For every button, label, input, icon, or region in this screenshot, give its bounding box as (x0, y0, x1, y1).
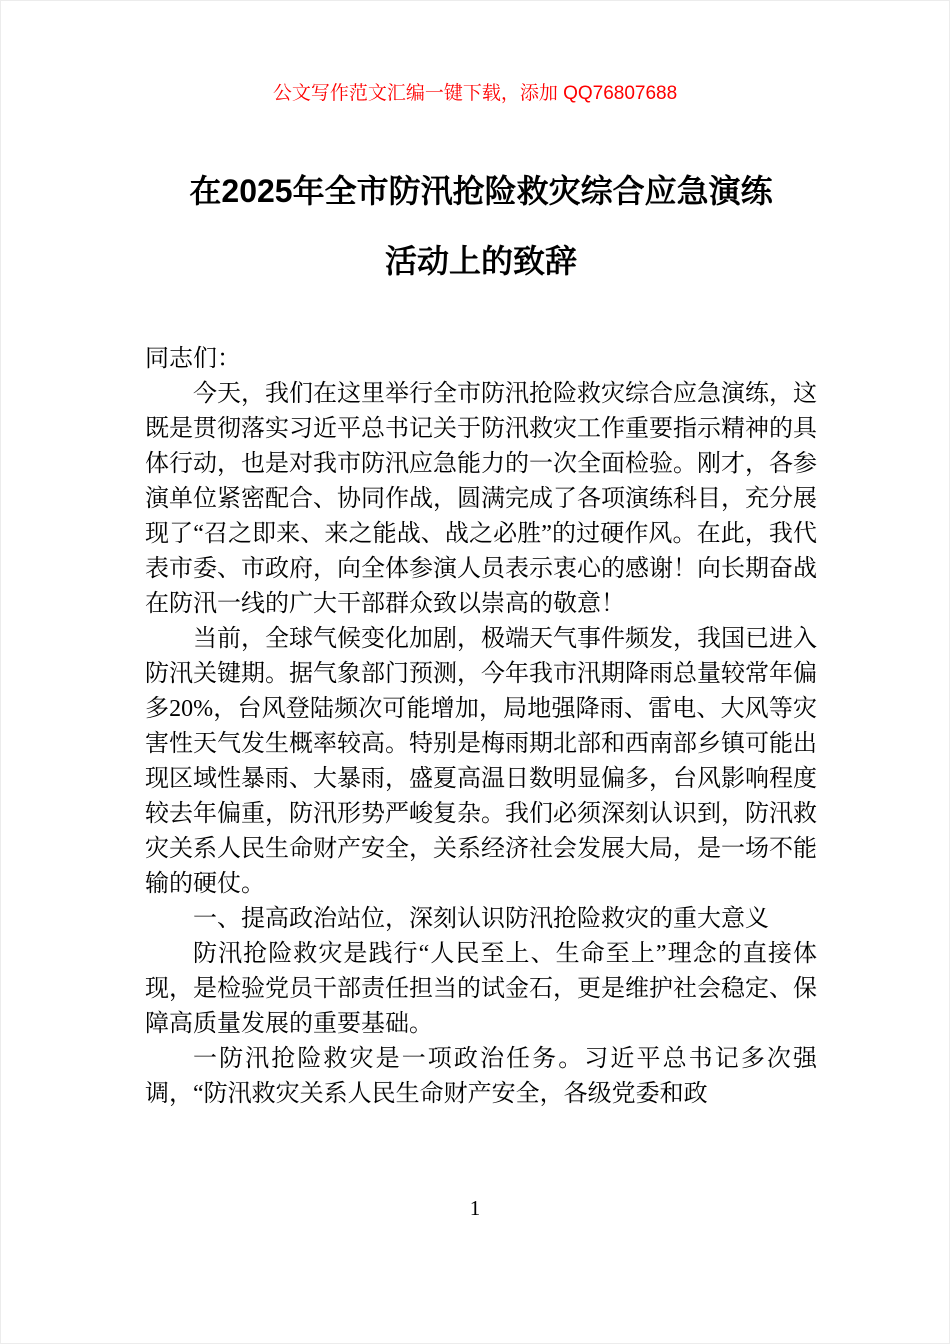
page-number: 1 (469, 1196, 481, 1220)
promo-banner-text: 公文写作范文汇编一键下载，添加 QQ76807688 (272, 83, 678, 104)
document-title (145, 156, 817, 296)
paragraph-5: 一防汛抢险救灾是一项政治任务。习近平总书记多次强调，“防汛救灾关系人民生命财产安全，各级党委和政 (145, 1046, 817, 1107)
title-line-1: 在2025年全市防汛抢险救灾综合应急演练 (189, 173, 773, 209)
document-body (145, 342, 817, 1112)
paragraph-3-section-heading: 一、提高政治站位，深刻认识防汛抢险救灾的重大意义 (193, 906, 769, 932)
paragraph-1: 今天，我们在这里举行全市防汛抢险救灾综合应急演练，这既是贯彻落实习近平总书记关于防汛救灾工作重要指示精神的具体行动，也是对我市防汛应急能力的一次全面检验。刚才，各参演单位紧密配合、协同作战，圆满完成了各项演练科目，充分展现了“召之即来、来之能战、战之必胜”的过硬作风。在此，我代表市委、市政府，向全体参演人员表示衷心的感谢！向长期奋战在防汛一线的广大干部群众致以崇高的敬意！ (145, 381, 817, 617)
document-content (0, 156, 950, 1112)
paragraph-2: 当前，全球气候变化加剧，极端天气事件频发，我国已进入防汛关键期。据气象部门预测，今年我市汛期降雨总量较常年偏多20%，台风登陆频次可能增加，局地强降雨、雷电、大风等灾害性天气发生概率较高。特别是梅雨期北部和西南部乡镇可能出现区域性暴雨、大暴雨，盛夏高温日数明显偏多，台风影响程度较去年偏重，防汛形势严峻复杂。我们必须深刻认识到，防汛救灾关系人民生命财产安全，关系经济社会发展大局，是一场不能输的硬仗。 (145, 626, 817, 897)
salutation: 同志们： (145, 346, 241, 372)
title-line-2: 活动上的致辞 (384, 243, 577, 279)
paragraph-4: 防汛抢险救灾是践行“人民至上、生命至上”理念的直接体现，是检验党员干部责任担当的试金石，更是维护社会稳定、保障高质量发展的重要基础。 (145, 941, 817, 1037)
